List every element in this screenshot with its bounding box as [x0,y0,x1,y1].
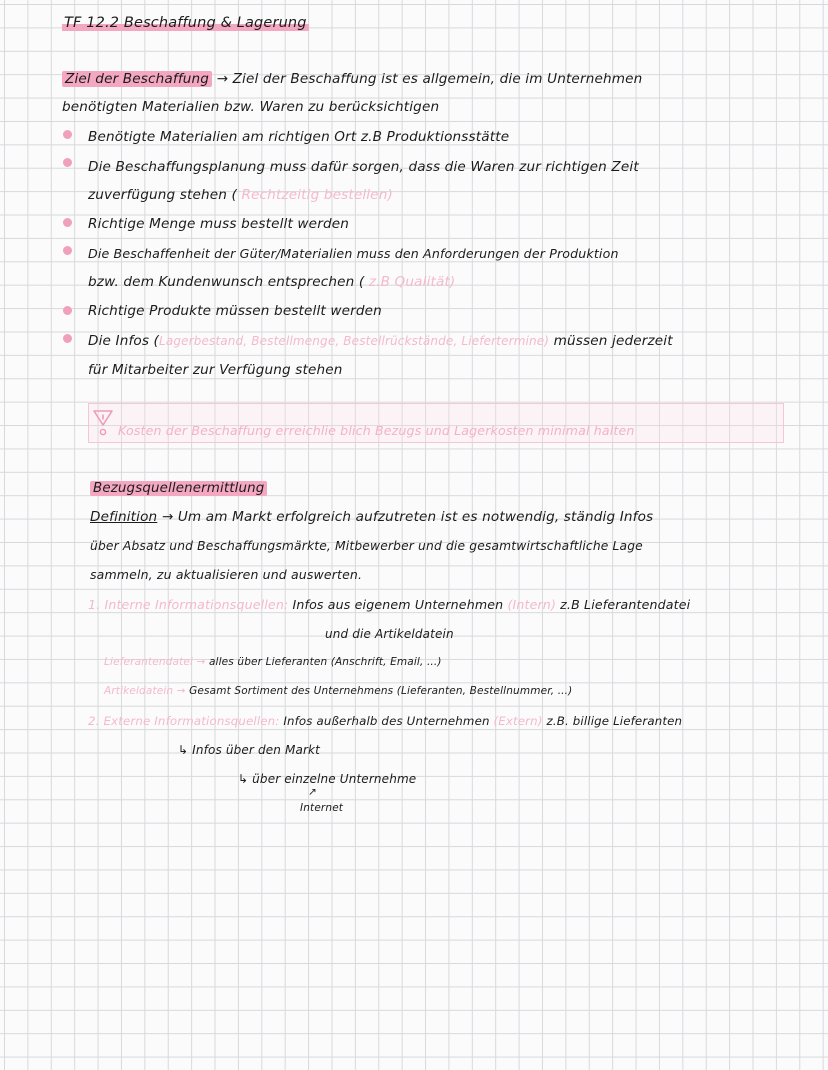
lieferanten-label: Lieferantendatei → [104,656,206,668]
market-line [178,744,320,756]
artikel-text: Gesamt Sortiment des Unternehmens (Lieferanten, Bestellnummer, ...) [189,685,573,697]
external-label: 2. Externe Informationsquellen: [88,714,280,728]
bullet-1-text: Benötigte Materialien am richtigen Ort z.B Produktionsstätte [88,129,510,145]
arrow-up-icon: ↗ [308,786,317,798]
bullet-5 [88,305,382,319]
bullet-5-text: Richtige Produkte müssen bestellt werden [88,303,382,319]
bullet-2-text: Die Beschaffungsplanung muss dafür sorgen, dass die Waren zur richtigen Zeit [88,159,639,175]
ziel-line-1 [62,73,642,87]
bezug-heading [90,482,267,495]
internal-example: z.B Lieferantendatei [560,597,691,612]
internal-text: Infos aus eigenem Unternehmen [292,597,504,612]
bullet-2-note: Rechtzeitig bestellen) [241,187,393,203]
ziel-text-1: → Ziel der Beschaffung ist es allgemein, die im Unternehmen [216,71,643,87]
bullet-dot-2 [63,158,72,167]
bezug-def-line-1 [90,511,653,525]
bezug-def-line-3 [90,569,362,582]
ziel-line-2 [62,101,439,115]
internal-cont-text: und die Artikeldatein [325,627,454,641]
external-text: Infos außerhalb des Unternehmen [283,714,490,728]
bullet-6-cont [88,364,343,378]
bullet-6 [88,335,673,349]
bullet-dot-3 [63,218,72,227]
internet-text: Internet [300,802,344,814]
internet-note [300,803,343,814]
lieferanten-text: alles über Lieferanten (Anschrift, Email, ...) [208,656,442,668]
external-tag: (Extern) [493,714,543,728]
bullet-dot-6 [63,334,72,343]
bullet-dot-1 [63,130,72,139]
bullet-dot-5 [63,306,72,315]
page-title-text: TF 12.2 Beschaffung & Lagerung [64,15,307,31]
bullet-6-text-start: Die Infos ( [88,333,160,349]
bullet-3-text: Richtige Menge muss bestellt werden [88,216,349,232]
bullet-4-note: z.B Qualität) [368,274,456,290]
bezug-def-line-2 [90,540,643,552]
arrow-up [308,787,317,798]
ziel-label: Ziel der Beschaffung [62,71,212,87]
bullet-4-cont [88,276,455,290]
lieferanten-line [104,657,442,668]
bullet-2-cont-text: zuverfügung stehen ( [88,187,237,203]
company-text: ↳ über einzelne Unternehme [238,772,417,786]
internal-label: 1. Interne Informationsquellen: [88,597,289,612]
internal-tag: (Intern) [507,597,557,612]
bullet-2-cont [88,189,393,203]
warning-text [118,425,635,438]
definition-label: Definition [90,509,158,525]
internal-sources [88,599,690,612]
bullet-2 [88,161,639,175]
definition-text-2: über Absatz und Beschaffungsmärkte, Mitbewerber und die gesamtwirtschaftliche Lage [90,539,643,553]
market-text: ↳ Infos über den Markt [178,743,321,757]
definition-text-3: sammeln, zu aktualisieren und auswerten. [90,567,363,582]
company-line [238,773,416,785]
bullet-dot-4 [63,246,72,255]
bezug-heading-text: Bezugsquellenermittlung [90,481,267,496]
bullet-6-text-end: müssen jederzeit [553,333,673,349]
ziel-text-2: benötigten Materialien bzw. Waren zu berücksichtigen [62,99,440,115]
page-title [62,16,309,31]
bullet-3 [88,218,349,232]
bullet-4 [88,248,619,261]
bullet-1 [88,131,509,145]
internal-cont [325,628,454,640]
warning-triangle-icon [92,407,114,437]
bullet-4-cont-text: bzw. dem Kundenwunsch entsprechen ( [88,274,365,290]
artikel-label: Artikeldatein → [104,685,186,697]
definition-text-1: → Um am Markt erfolgreich aufzutreten ist es notwendig, ständig Infos [161,509,654,525]
bullet-6-cont-text: für Mitarbeiter zur Verfügung stehen [88,362,343,378]
external-example: z.B. billige Lieferanten [546,714,683,728]
warning-text-content: Kosten der Beschaffung erreichlie blich Bezugs und Lagerkosten minimal halten [118,423,635,438]
artikel-line [104,686,572,697]
bullet-6-note: Lagerbestand, Bestellmenge, Bestellrückstände, Liefertermine) [159,334,550,348]
bullet-4-text: Die Beschaffenheit der Güter/Materialien muss den Anforderungen der Produktion [88,246,619,261]
external-sources [88,716,682,728]
